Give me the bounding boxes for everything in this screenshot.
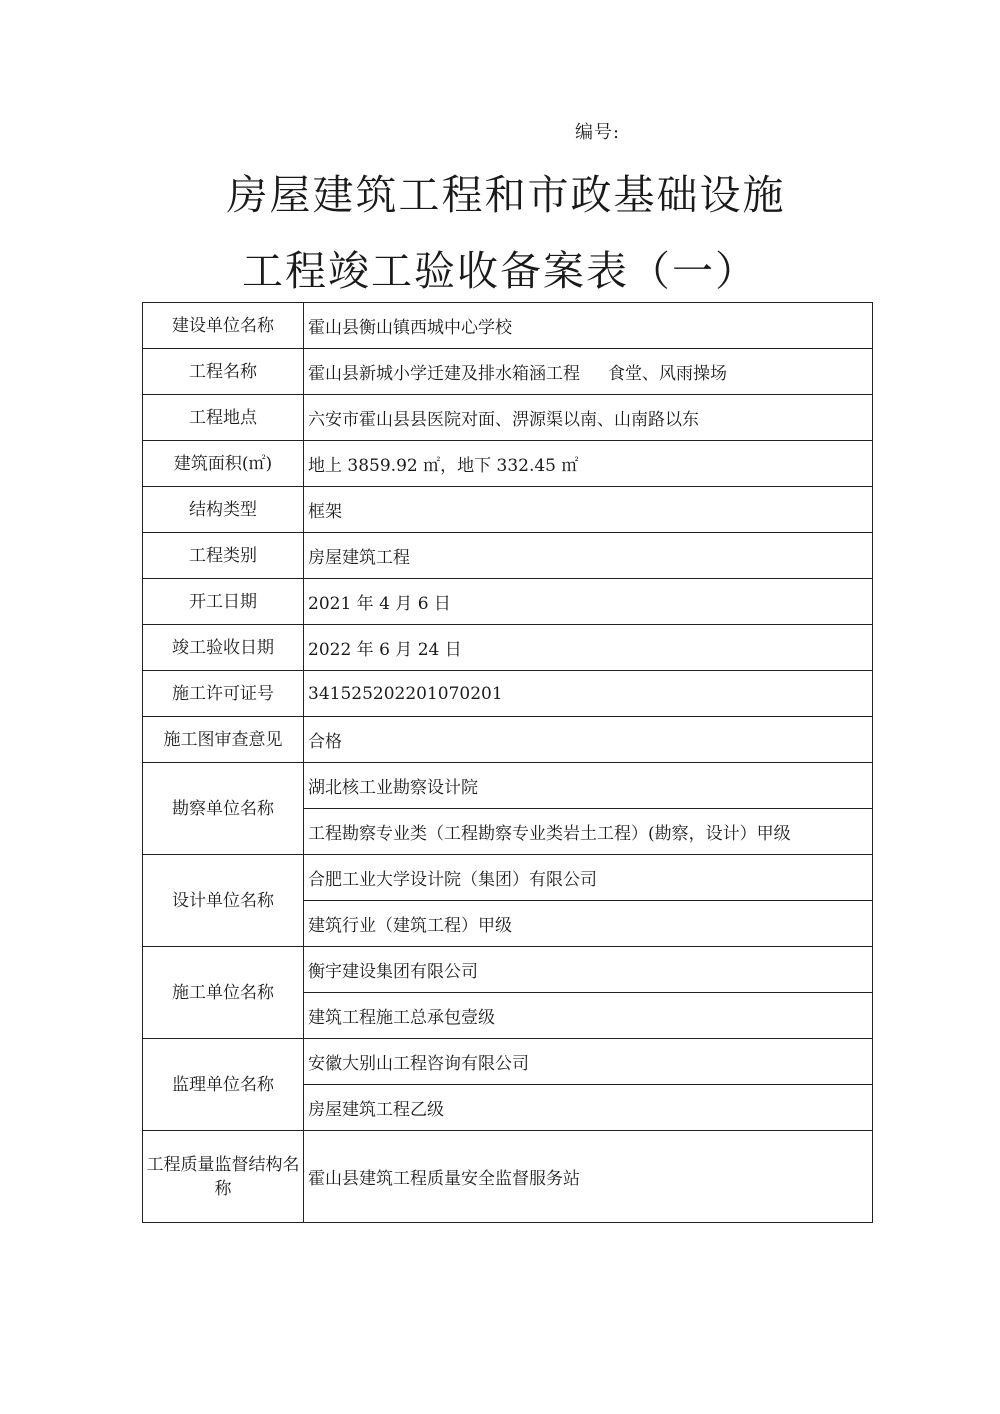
drawing-review-label: 施工图审查意见 bbox=[143, 717, 304, 763]
structure-type-value: 框架 bbox=[304, 487, 873, 533]
design-unit-qualification: 建筑行业（建筑工程）甲级 bbox=[304, 901, 873, 947]
row-building-area bbox=[143, 441, 873, 487]
construction-unit-value: 霍山县衡山镇西城中心学校 bbox=[304, 303, 873, 349]
row-project-location bbox=[143, 395, 873, 441]
row-survey-unit-name bbox=[143, 763, 873, 809]
permit-number-label: 施工许可证号 bbox=[143, 671, 304, 717]
design-unit-label: 设计单位名称 bbox=[143, 855, 304, 947]
project-category-value: 房屋建筑工程 bbox=[304, 533, 873, 579]
project-name-extra: 食堂、风雨操场 bbox=[608, 364, 727, 384]
row-project-name bbox=[143, 349, 873, 395]
contractor-unit-label: 施工单位名称 bbox=[143, 947, 304, 1039]
survey-unit-name: 湖北核工业勘察设计院 bbox=[304, 763, 873, 809]
project-name-label: 工程名称 bbox=[143, 349, 304, 395]
row-contractor-unit-name bbox=[143, 947, 873, 993]
contractor-unit-qualification: 建筑工程施工总承包壹级 bbox=[304, 993, 873, 1039]
drawing-review-value: 合格 bbox=[304, 717, 873, 763]
project-name-value: 霍山县新城小学迁建及排水箱涵工程 bbox=[308, 364, 580, 384]
quality-supervision-label: 工程质量监督结构名称 bbox=[143, 1131, 304, 1223]
contractor-unit-name: 衡宇建设集团有限公司 bbox=[304, 947, 873, 993]
project-name-cell bbox=[304, 349, 873, 395]
row-permit-number bbox=[143, 671, 873, 717]
building-area-label: 建筑面积(㎡) bbox=[143, 441, 304, 487]
acceptance-date-label: 竣工验收日期 bbox=[143, 625, 304, 671]
row-construction-unit bbox=[143, 303, 873, 349]
document-code-label: 编号: bbox=[575, 122, 621, 143]
filing-form-table bbox=[142, 302, 873, 1223]
project-location-label: 工程地点 bbox=[143, 395, 304, 441]
project-category-label: 工程类别 bbox=[143, 533, 304, 579]
row-drawing-review bbox=[143, 717, 873, 763]
survey-unit-qualification: 工程勘察专业类（工程勘察专业类岩土工程）(勘察，设计）甲级 bbox=[304, 809, 873, 855]
acceptance-date-value: 2022 年 6 月 24 日 bbox=[304, 625, 873, 671]
row-acceptance-date bbox=[143, 625, 873, 671]
row-start-date bbox=[143, 579, 873, 625]
building-area-value: 地上 3859.92 ㎡，地下 332.45 ㎡ bbox=[304, 441, 873, 487]
structure-type-label: 结构类型 bbox=[143, 487, 304, 533]
survey-unit-label: 勘察单位名称 bbox=[143, 763, 304, 855]
project-location-value: 六安市霍山县县医院对面、淠源渠以南、山南路以东 bbox=[304, 395, 873, 441]
supervision-unit-name: 安徽大别山工程咨询有限公司 bbox=[304, 1039, 873, 1085]
construction-unit-label: 建设单位名称 bbox=[143, 303, 304, 349]
permit-number-value: 341525202201070201 bbox=[304, 671, 873, 717]
start-date-label: 开工日期 bbox=[143, 579, 304, 625]
row-quality-supervision bbox=[143, 1131, 873, 1223]
row-structure-type bbox=[143, 487, 873, 533]
start-date-value: 2021 年 4 月 6 日 bbox=[304, 579, 873, 625]
document-title-line-2: 工程竣工验收备案表（一） bbox=[242, 247, 758, 295]
row-project-category bbox=[143, 533, 873, 579]
design-unit-name: 合肥工业大学设计院（集团）有限公司 bbox=[304, 855, 873, 901]
supervision-unit-label: 监理单位名称 bbox=[143, 1039, 304, 1131]
row-supervision-unit-name bbox=[143, 1039, 873, 1085]
supervision-unit-qualification: 房屋建筑工程乙级 bbox=[304, 1085, 873, 1131]
row-design-unit-name bbox=[143, 855, 873, 901]
document-title-line-1: 房屋建筑工程和市政基础设施 bbox=[226, 171, 786, 219]
quality-supervision-value: 霍山县建筑工程质量安全监督服务站 bbox=[304, 1131, 873, 1223]
